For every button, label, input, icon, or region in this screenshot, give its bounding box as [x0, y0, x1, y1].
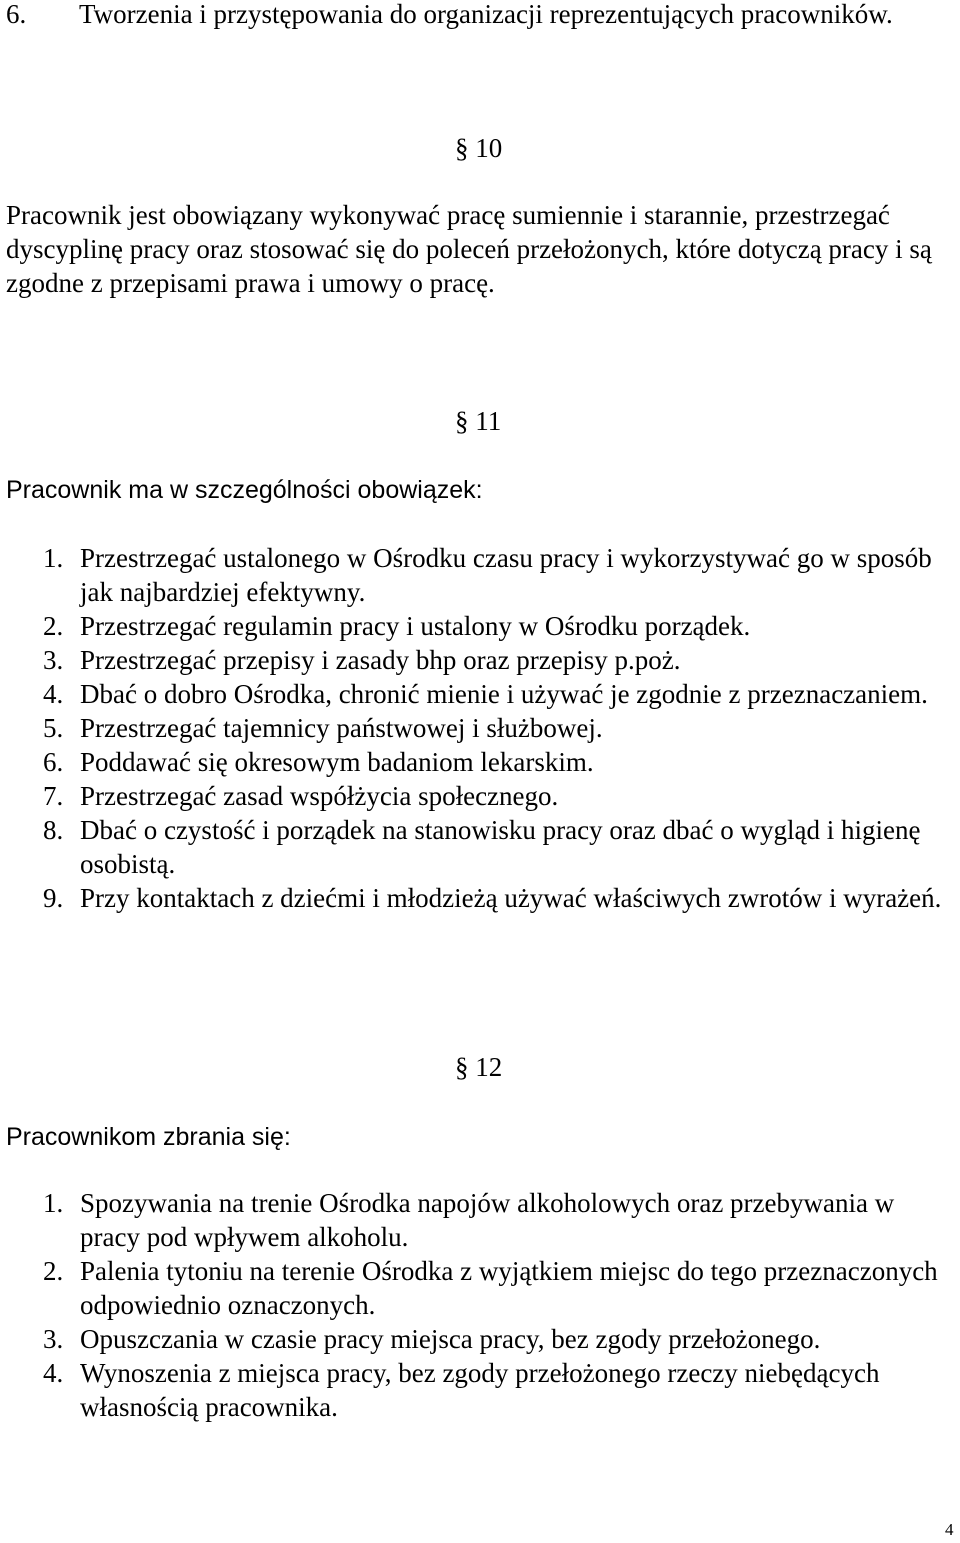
list-item: [0, 1356, 960, 1424]
list-item-number: 5.: [43, 713, 64, 743]
section-10-heading: § 10: [455, 133, 503, 163]
list-item-text: Dbać o dobro Ośrodka, chronić mienie i używać je zgodnie z przeznaczaniem.: [80, 679, 928, 709]
list-item: [0, 541, 960, 609]
list-item: [0, 813, 960, 881]
list-item: [0, 677, 960, 711]
list-item-text: Wynoszenia z miejsca pracy, bez zgody przełożonego rzeczy niebędących własnością pracownika.: [80, 1358, 880, 1422]
list-item-number: 2.: [43, 1256, 64, 1286]
list-item-text: Palenia tytoniu na terenie Ośrodka z wyjątkiem miejsc do tego przeznaczonych odpowiednio oznaczonych.: [80, 1256, 938, 1320]
list-item-text: Przestrzegać zasad współżycia społecznego.: [80, 781, 559, 811]
list-item-number: 4.: [43, 1358, 64, 1388]
section-12-intro: Pracownikom zbrania się:: [6, 1123, 291, 1151]
section-11-intro: Pracownik ma w szczególności obowiązek:: [6, 476, 483, 504]
list-item-number: 2.: [43, 611, 64, 641]
section-12-heading: § 12: [455, 1052, 503, 1082]
list-item: [0, 609, 960, 643]
list-item-number: 3.: [43, 1324, 64, 1354]
list-item: [0, 711, 960, 745]
list-item-text: Poddawać się okresowym badaniom lekarskim.: [80, 747, 594, 777]
list-item-text: Przestrzegać przepisy i zasady bhp oraz przepisy p.poż.: [80, 645, 681, 675]
list-item-text: Przy kontaktach z dziećmi i młodzieżą używać właściwych zwrotów i wyrażeń.: [80, 883, 942, 913]
list-item-number: 9.: [43, 883, 64, 913]
list-item-number: 1.: [43, 1188, 64, 1218]
list-item-number: 8.: [43, 815, 64, 845]
page-number: 4: [945, 1520, 954, 1539]
list-item-text: Spozywania na trenie Ośrodka napojów alkoholowych oraz przebywania w pracy pod wpływem alkoholu.: [80, 1188, 895, 1252]
list-item: [0, 1322, 960, 1356]
section-11-list: [0, 541, 960, 915]
section-11-heading: § 11: [455, 406, 502, 436]
list-item: [0, 1186, 960, 1254]
list-item-text: Tworzenia i przystępowania do organizacji reprezentujących pracowników.: [79, 0, 893, 29]
list-item-text: Opuszczania w czasie pracy miejsca pracy, bez zgody przełożonego.: [80, 1324, 821, 1354]
list-item-text: Przestrzegać ustalonego w Ośrodku czasu pracy i wykorzystywać go w sposób jak najbardziej efektywny.: [80, 543, 932, 607]
list-item-number: 6.: [6, 0, 27, 29]
section-10-paragraph: Pracownik jest obowiązany wykonywać pracę sumiennie i starannie, przestrzegać dyscyplinę pracy oraz stosować się do poleceń przełożonych, które dotyczą pracy i są zgodne z przepisami prawa i umowy o pracę.: [6, 200, 932, 298]
list-item: [0, 1254, 960, 1322]
list-item-text: Dbać o czystość i porządek na stanowisku pracy oraz dbać o wygląd i higienę osobistą.: [80, 815, 921, 879]
list-item-number: 7.: [43, 781, 64, 811]
list-item-number: 3.: [43, 645, 64, 675]
list-item-number: 1.: [43, 543, 64, 573]
list-item: [0, 643, 960, 677]
section-12-list: [0, 1186, 960, 1424]
list-item: [0, 779, 960, 813]
list-item: [0, 745, 960, 779]
list-item-text: Przestrzegać tajemnicy państwowej i służbowej.: [80, 713, 603, 743]
list-item-number: 6.: [43, 747, 64, 777]
list-item-number: 4.: [43, 679, 64, 709]
list-item: [0, 881, 960, 915]
list-item-text: Przestrzegać regulamin pracy i ustalony w Ośrodku porządek.: [80, 611, 751, 641]
